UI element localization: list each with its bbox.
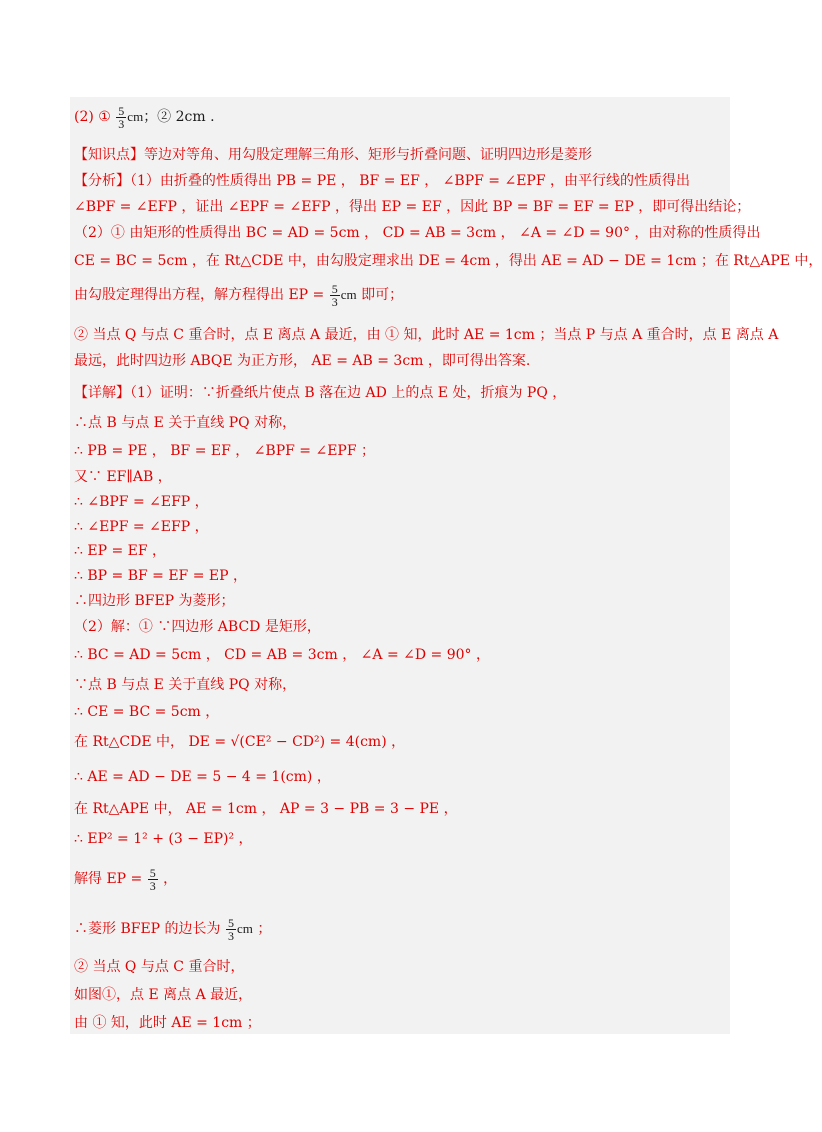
detail-line-12: ∵点 B 与点 E 关于直线 PQ 对称， [74, 677, 297, 693]
analysis-line-2: ∠BPF = ∠EFP ，证出 ∠EPF = ∠EFP ，得出 EP = EF ，因此 BP = BF = EF = EP ，即可得出结论； [74, 199, 751, 215]
analysis-line-1: 【分析】（1）由折叠的性质得出 PB = PE ， BF = EF ， ∠BPF = ∠EPF ，由平行线的性质得出 [74, 173, 691, 189]
detail-line-10: （2）解：① ∵四边形 ABCD 是矩形， [74, 619, 321, 635]
analysis-line-4: CE = BC = 5cm ，在 Rt△CDE 中，由勾股定理求出 DE = 4cm ，得出 AE = AD − DE = 1cm ；在 Rt△APE 中， [74, 253, 822, 269]
analysis-line-7: 最远，此时四边形 ABQE 为正方形， AE = AB = 3cm ，即可得出答案. [74, 353, 531, 369]
detail-line-13: ∴ CE = BC = 5cm ， [74, 704, 220, 720]
detail-line-14: 在 Rt△CDE 中， DE = √(CE² − CD²) = 4(cm) ， [74, 734, 406, 750]
detail-line-15: ∴ AE = AD − DE = 5 − 4 = 1(cm) ， [74, 769, 331, 785]
detail-line-22: 由 ① 知，此时 AE = 1cm ； [74, 1015, 261, 1031]
detail-line-6: ∴ ∠EPF = ∠EFP ， [74, 519, 209, 535]
detail-line-20: ② 当点 Q 与点 C 重合时， [74, 959, 245, 975]
detail-line-17: ∴ EP² = 1² + (3 − EP)² ， [74, 831, 253, 847]
analysis-line-5: 由勾股定理得出方程，解方程得出 EP = $\frac{5}{3}$ cm 即可； [74, 281, 404, 309]
detail-line-16: 在 Rt△APE 中， AE = 1cm ， AP = 3 − PB = 3 − PE ， [74, 801, 458, 817]
knowledge-point: 【知识点】等边对等角、用勾股定理解三角形、矩形与折叠问题、证明四边形是菱形 [74, 147, 592, 163]
fraction: $\frac{5}{3}$ [228, 915, 234, 943]
detail-line-3: ∴ PB = PE ， BF = EF ， ∠BPF = ∠EPF ； [74, 443, 376, 459]
detail-line-5: ∴ ∠BPF = ∠EFP ， [74, 494, 209, 510]
detail-line-9: ∴四边形 BFEP 为菱形； [74, 593, 235, 609]
detail-line-7: ∴ EP = EF ， [74, 543, 167, 559]
detail-line-21: 如图①，点 E 离点 A 最近， [74, 987, 253, 1003]
fraction: $\frac{5}{3}$ [149, 865, 156, 893]
fraction: $\frac{5}{3}$ [331, 281, 338, 309]
detail-line-2: ∴点 B 与点 E 关于直线 PQ 对称， [74, 415, 297, 431]
answer-line: (2) ① $\frac{5}{3}$ cm；② 2cm . [74, 103, 215, 131]
detail-line-19: ∴菱形 BFEP 的边长为 $\frac{5}{3}$ cm ； [74, 915, 272, 943]
detail-line-18: 解得 EP = $\frac{5}{3}$ ， [74, 865, 178, 893]
detail-line-4: 又∵ EF∥AB ， [74, 469, 172, 485]
analysis-line-6: ② 当点 Q 与点 C 重合时，点 E 离点 A 最近，由 ① 知，此时 AE = 1cm ；当点 P 与点 A 重合时，点 E 离点 A [74, 327, 779, 343]
detail-line-1: 【详解】（1）证明：∵折叠纸片使点 B 落在边 AD 上的点 E 处，折痕为 PQ ， [74, 385, 567, 401]
fraction: $\frac{5}{3}$ [118, 103, 125, 131]
analysis-line-3: （2）① 由矩形的性质得出 BC = AD = 5cm ， CD = AB = 3cm ， ∠A = ∠D = 90° ，由对称的性质得出 [74, 225, 761, 241]
detail-line-8: ∴ BP = BF = EF = EP ， [74, 568, 247, 584]
detail-line-11: ∴ BC = AD = 5cm ， CD = AB = 3cm ， ∠A = ∠D = 90° ， [74, 647, 490, 663]
